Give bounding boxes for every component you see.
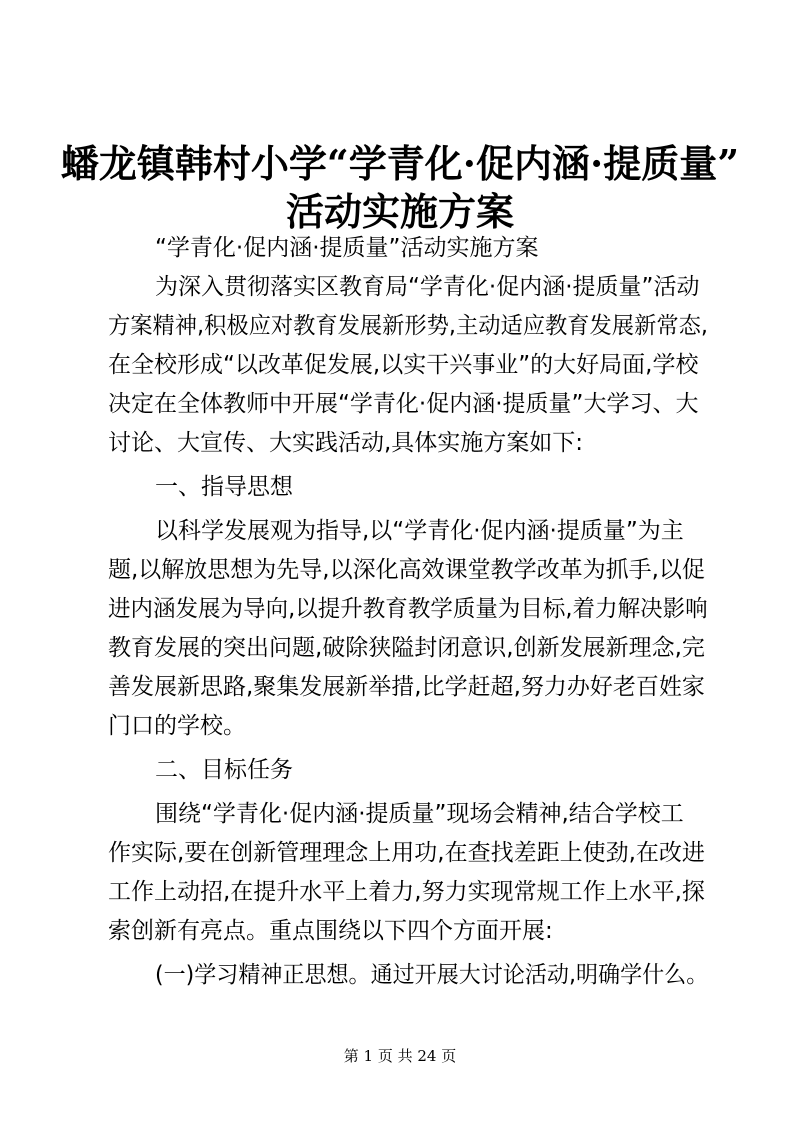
intro-line: 讨论、大宣传、大实践活动,具体实施方案如下: xyxy=(108,430,584,456)
section2-line: 作实际,要在创新管理理念上用功,在查找差距上使劲,在改进 xyxy=(108,840,705,866)
section2-line: 围绕“学青化·促内涵·提质量”现场会精神,结合学校工 xyxy=(155,801,684,827)
section1-line: 门口的学校。 xyxy=(108,713,246,739)
section1-line: 题,以解放思想为先导,以深化高效课堂教学改革为抓手,以促 xyxy=(108,557,705,583)
document-title-line-1: 蟠龙镇韩村小学“学青化·促内涵·提质量” xyxy=(60,141,740,186)
section2-line: 工作上动招,在提升水平上着力,努力实现常规工作上水平,探 xyxy=(108,879,705,905)
page-number-footer: 第 1 页 共 24 页 xyxy=(343,1047,457,1065)
section-heading-guiding-ideology: 一、指导思想 xyxy=(155,474,293,500)
section2-line: 索创新有亮点。重点围绕以下四个方面开展: xyxy=(108,918,553,944)
intro-line: 方案精神,积极应对教育发展新形势,主动适应教育发展新常态, xyxy=(108,313,708,339)
intro-line: 决定在全体教师中开展“学青化·促内涵·提质量”大学习、大 xyxy=(108,391,699,417)
section1-line: 进内涵发展为导向,以提升教育教学质量为目标,着力解决影响 xyxy=(108,596,708,622)
document-subtitle: “学青化·促内涵·提质量”活动实施方案 xyxy=(155,235,539,261)
intro-line: 为深入贯彻落实区教育局“学青化·促内涵·提质量”活动 xyxy=(155,274,700,300)
section1-line: 以科学发展观为指导,以“学青化·促内涵·提质量”为主 xyxy=(155,518,684,544)
section-heading-goals-tasks: 二、目标任务 xyxy=(155,757,293,783)
section1-line: 善发展新思路,聚集发展新举措,比学赶超,努力办好老百姓家 xyxy=(108,674,705,700)
intro-line: 在全校形成“以改革促发展,以实干兴事业”的大好局面,学校 xyxy=(108,352,699,378)
subsection-line: (一)学习精神正思想。通过开展大讨论活动,明确学什么。 xyxy=(155,962,709,988)
section1-line: 教育发展的突出问题,破除狭隘封闭意识,创新发展新理念,完 xyxy=(108,635,705,661)
document-title-line-2: 活动实施方案 xyxy=(285,189,514,234)
